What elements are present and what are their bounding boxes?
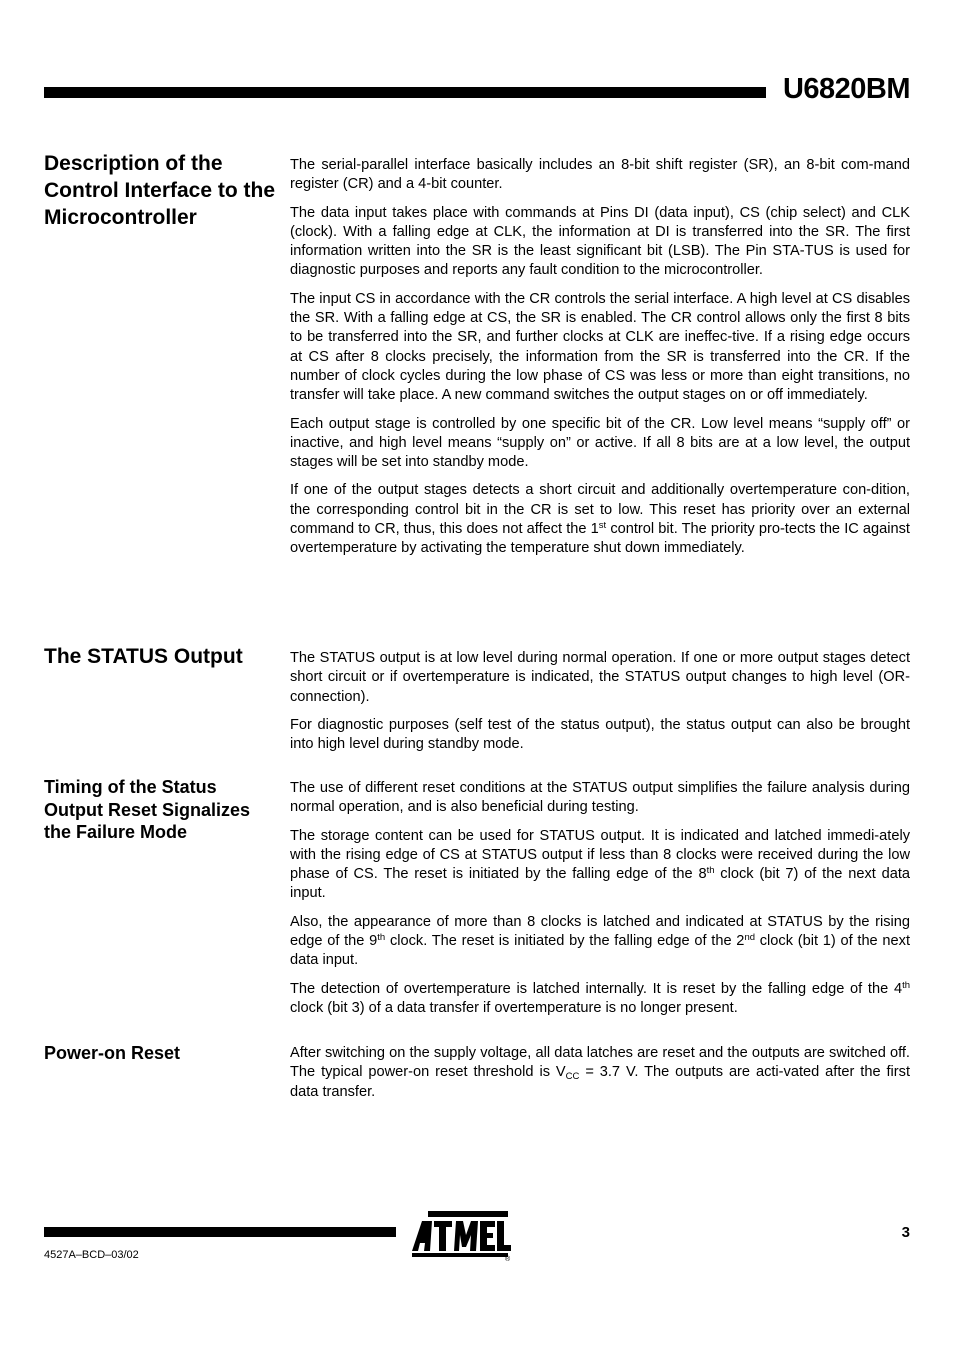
body-paragraph [290, 481, 910, 558]
document-code: 4527A–BCD–03/02 [44, 1249, 139, 1261]
page-number: 3 [901, 1224, 910, 1241]
body-paragraph [290, 779, 910, 818]
body-paragraph [290, 716, 910, 755]
section-heading: Power-on Reset [44, 1043, 181, 1063]
body-paragraph [290, 1044, 910, 1102]
paragraph-text: clock (bit 1) of the next data input. [290, 933, 910, 969]
superscript-text: th [377, 932, 386, 944]
body-paragraph [290, 827, 910, 904]
paragraph-text: clock (bit 7) of the next data input. [290, 866, 910, 902]
section-heading: The STATUS Output [44, 645, 243, 668]
section-heading: Timing of the Status Output Reset Signalizes the Failure Mode [44, 777, 251, 842]
body-paragraph [290, 415, 910, 473]
paragraph-text: The STATUS output is at low level during normal operation. If one or more output stages detect short circuit or if overtemperature is indicated, the STATUS output changes to high level (OR-connection). [290, 650, 910, 705]
paragraph-text: If one of the output stages detects a short circuit and additionally overtemperature con-dition, the corresponding control bit in the CR is set to low. This reset has priority over an external command to CR, thus, this does not affect the 1 [290, 482, 910, 538]
body-paragraph [290, 290, 910, 406]
paragraph-text: control bit. The priority pro-tects the IC against overtemperature by activating the temperature shut down immediately. [290, 521, 910, 557]
paragraph-text: For diagnostic purposes (self test of the status output), the status output can also be brought into high level during standby mode. [290, 716, 910, 753]
section-body [290, 779, 910, 1027]
body-paragraph [290, 649, 910, 707]
paragraph-text: Also, the appearance of more than 8 clocks is latched and indicated at STATUS by the rising edge of the 9 [290, 913, 910, 950]
body-paragraph [290, 156, 910, 195]
superscript-text: th [706, 865, 715, 877]
section-body [290, 649, 910, 763]
paragraph-text: = 3.7 V. The outputs are acti-vated after the first data transfer. [290, 1064, 911, 1100]
paragraph-text: The serial-parallel interface basically includes an 8-bit shift register (SR), an 8-bit com-mand register (CR) and a 4-bit counter. [290, 157, 910, 193]
superscript-text: th [902, 979, 910, 991]
superscript-text: nd [744, 932, 756, 944]
body-paragraph [290, 204, 910, 281]
paragraph-text: The storage content can be used for STATUS output. It is indicated and latched immedi-ately with the rising edge of CS at STATUS output if less than 8 clocks were received during the low phase of CS. The reset is initiated by the falling edge of the 8 [290, 827, 910, 883]
section-body [290, 156, 910, 568]
header-rule [44, 87, 766, 98]
paragraph-text: clock (bit 3) of a data transfer if overtemperature is no longer present. [290, 999, 738, 1016]
section-body [290, 1044, 910, 1111]
document-title: U6820BM [782, 73, 910, 105]
paragraph-text: clock. The reset is initiated by the falling edge of the 2 [385, 933, 745, 950]
paragraph-text: After switching on the supply voltage, all data latches are reset and the outputs are switched off. The typical power-on reset threshold is V [290, 1045, 910, 1081]
footer-rule [44, 1227, 396, 1237]
registered-mark: ® [505, 1256, 511, 1261]
atmel-logo-icon [408, 1209, 514, 1261]
paragraph-text: Each output stage is controlled by one specific bit of the CR. Low level means “supply off” or inactive, and high level means “supply on” or active. If all 8 bits are at a low level, the output stages will be set into standby mode. [290, 415, 910, 471]
paragraph-text: The input CS in accordance with the CR controls the serial interface. A high level at CS disables the SR. With a falling edge at CS, the SR is enabled. The CR control allows only the first 8 bits to be transferred into the SR, and further clocks at CLK are ineffec-tive. If a rising edge occurs at CS after 8 clocks precisely, the information from the SR is transferred into the CR. If the number of clock cycles during the low phase of CS was less or more than eight transitions, no transfer will take place. A new command switches the output stages on or off immediately. [290, 290, 910, 404]
superscript-text: st [598, 520, 607, 532]
subscript-text: CC [565, 1071, 580, 1083]
paragraph-text: The use of different reset conditions at the STATUS output simplifies the failure analysis during normal operation, and is also beneficial during testing. [290, 780, 910, 816]
body-paragraph [290, 980, 910, 1019]
paragraph-text: The data input takes place with commands at Pins DI (data input), CS (chip select) and CLK (clock). With a falling edge at CLK, the information at DI is transferred into the SR. The first information written into the SR is the least significant bit (LSB). The Pin STA-TUS is used for diagnostic purposes and reports any fault condition to the microcontroller. [290, 204, 910, 279]
section-heading: Description of the Control Interface to the Microcontroller [44, 152, 276, 229]
paragraph-text: The detection of overtemperature is latched internally. It is reset by the falling edge of the 4 [290, 980, 903, 997]
body-paragraph [290, 913, 910, 971]
